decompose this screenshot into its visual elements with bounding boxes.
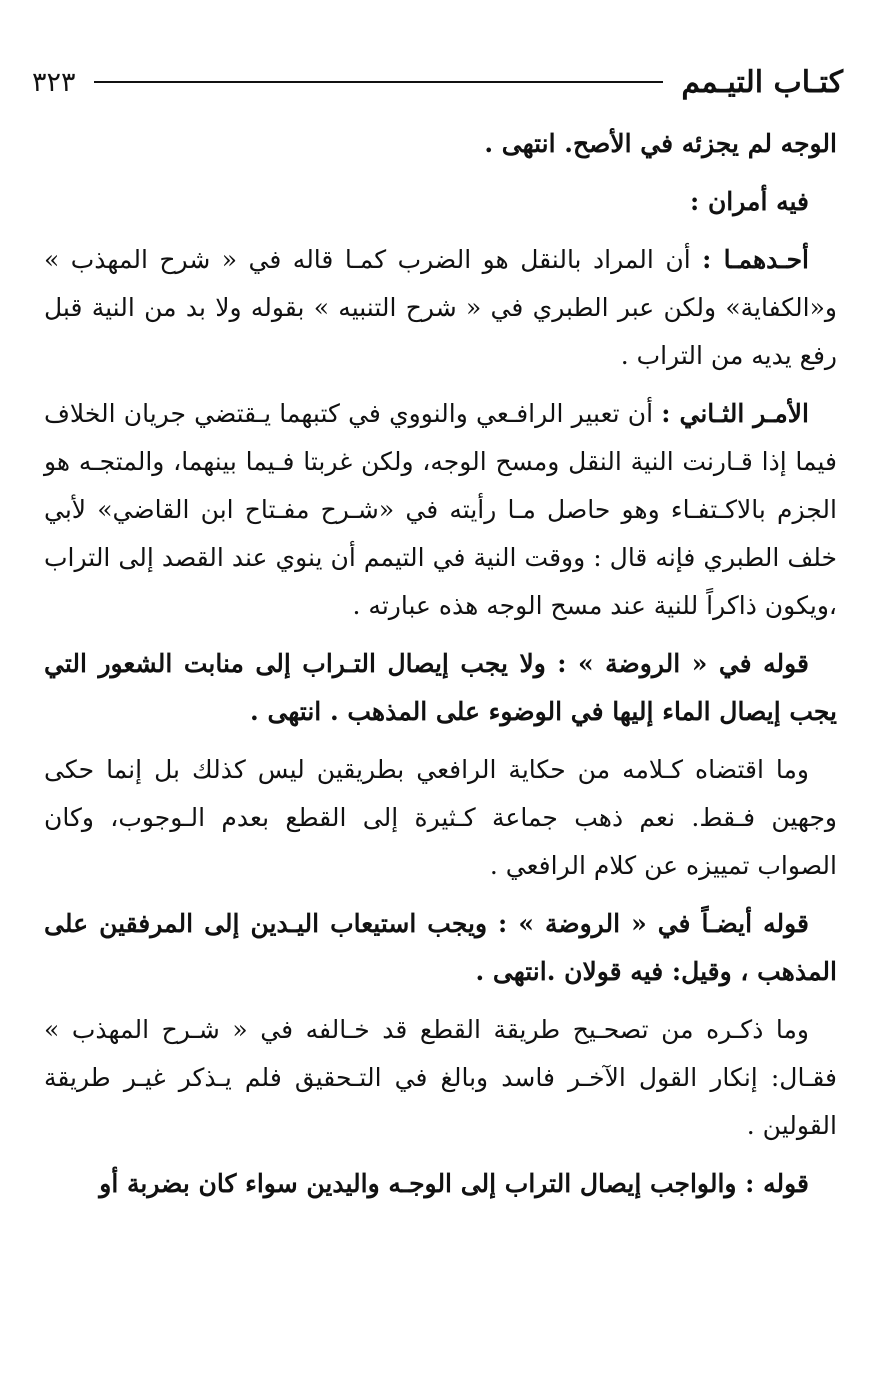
paragraph-4 <box>44 390 837 630</box>
paragraph-1-text: الوجه لم يجزئه في الأصح. انتهى . <box>484 129 837 158</box>
paragraph-8 <box>44 1006 837 1150</box>
paragraph-7-text: قوله أيضـاً في « الروضة » : ويجب استيعاب اليـدين إلى المرفقين على المذهب ، وقيل: فيه قولان .انتهى . <box>44 909 837 986</box>
paragraph-1 <box>44 120 837 168</box>
paragraph-6-text: وما اقتضاه كـلامه من حكاية الرافعي بطريقين ليس كذلك بل إنما حكى وجهين فـقط. نعم ذهب جماعة كـثيرة إلى القطع بعدم الـوجوب، وكان الصواب تمييزه عن كلام الرافعي . <box>44 755 837 880</box>
paragraph-6 <box>44 746 837 890</box>
paragraph-5 <box>44 640 837 736</box>
paragraph-7 <box>44 900 837 996</box>
page-header <box>32 62 843 102</box>
paragraph-9 <box>44 1160 837 1208</box>
paragraph-3-lead: أحـدهمـا : <box>702 245 810 274</box>
header-rule <box>94 81 664 83</box>
page-number: ٣٢٣ <box>32 66 76 98</box>
page-body <box>44 120 837 1218</box>
paragraph-8-text: وما ذكـره من تصحـيح طريقة القطع قد خـالفه في « شـرح المهذب » فقـال: إنكار القول الآخـر فاسد وبالغ في التـحقيق فلم يـذكر غيـر طريقة القولين . <box>44 1015 837 1140</box>
paragraph-9-text: قوله : والواجب إيصال التراب إلى الوجـه واليدين سواء كان بضربة أو <box>99 1169 809 1198</box>
paragraph-2-text: فيه أمران : <box>690 187 809 216</box>
paragraph-4-lead: الأمـر الثـاني : <box>661 399 809 428</box>
paragraph-2 <box>44 178 837 226</box>
paragraph-5-text: قوله في « الروضة » : ولا يجب إيصال التـراب إلى منابت الشعور التي يجب إيصال الماء إليها في الوضوء على المذهب . انتهى . <box>44 649 837 726</box>
chapter-title: كتـاب التيـمم <box>681 64 843 100</box>
paragraph-3-text: أن المراد بالنقل هو الضرب كمـا قاله في « شرح المهذب » و«الكفاية» ولكن عبر الطبري في « شرح التنبيه » بقوله ولا بد من النية قبل رفع يديه من التراب . <box>44 245 837 370</box>
paragraph-4-text: أن تعبير الرافـعي والنووي في كتبهما يـقتضي جريان الخلاف فيما إذا قـارنت النية النقل ومسح الوجه، ولكن غربتا فـيما بينهما، والمتجـه هو الجزم بالاكـتفـاء وهو حاصل مـا رأيته في «شـرح مفـتاح ابن القاضي» لأبي خلف الطبري فإنه قال : ووقت النية في التيمم أن ينوي عند القصد إلى التراب ،ويكون ذاكراً للنية عند مسح الوجه هذه عبارته . <box>44 399 837 620</box>
paragraph-3 <box>44 236 837 380</box>
